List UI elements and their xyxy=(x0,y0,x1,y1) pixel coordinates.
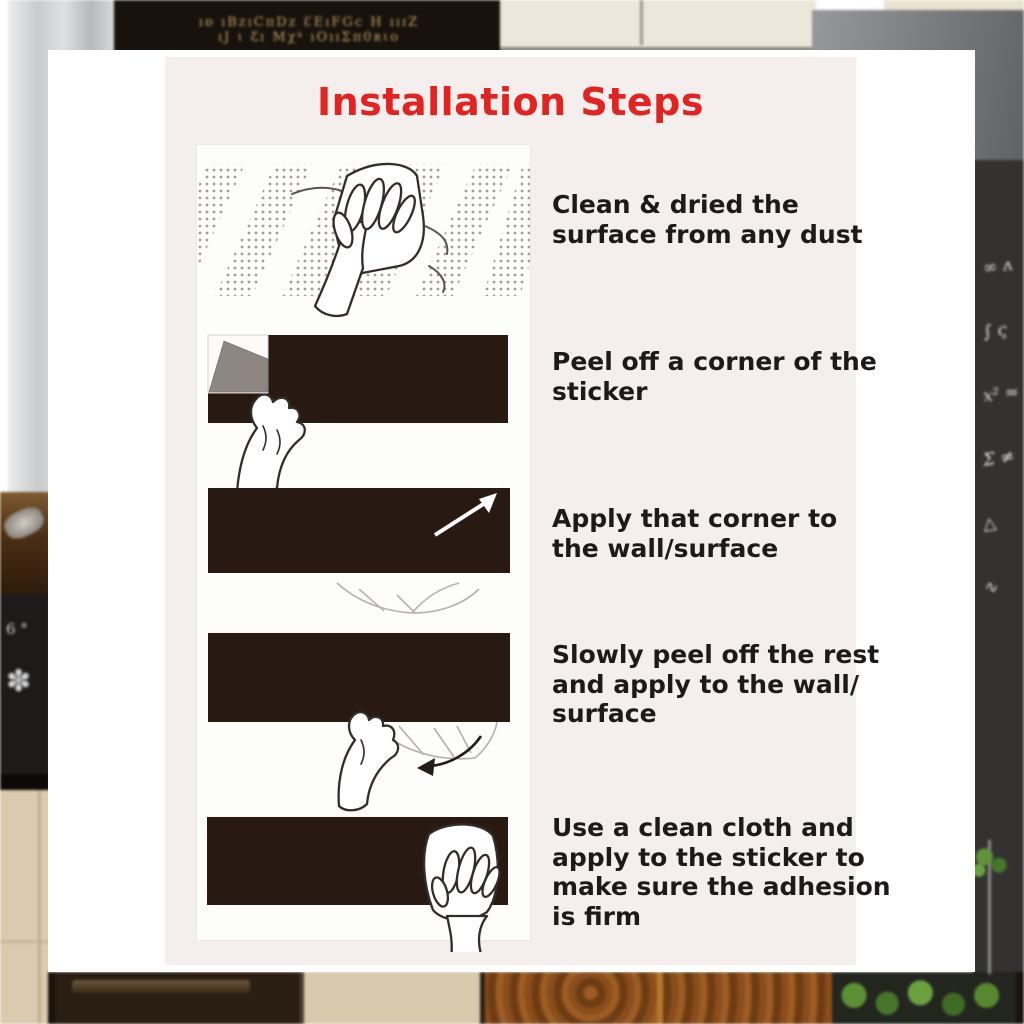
sticker-bar xyxy=(208,633,510,722)
carved-wood-doors xyxy=(480,972,837,1024)
chalkboard-right xyxy=(973,160,1024,1024)
step-4-text: Slowly peel off the rest and apply to the wall/ surface xyxy=(552,640,880,728)
counter-edge xyxy=(0,774,50,790)
illustration-peel-rest xyxy=(197,628,530,813)
cabinet-handle xyxy=(72,980,250,993)
hand-pressing-cloth xyxy=(424,824,503,952)
cabinet-seam xyxy=(640,0,643,45)
step-2-text: Peel off a corner of the sticker xyxy=(552,347,877,406)
chalkboard-top xyxy=(114,0,504,54)
plants xyxy=(832,972,1016,1024)
chalk-math: ∞ ʌ xyxy=(981,254,1014,279)
tile-wall xyxy=(0,790,50,1024)
illustration-apply-corner xyxy=(197,483,530,648)
chalk-math: x² ≈ xyxy=(981,381,1021,407)
illustration-peel-corner xyxy=(197,330,530,495)
chalk-doodle: 6 ° xyxy=(6,620,28,638)
chalk-math: ∿ xyxy=(981,576,999,599)
step-5-text: Use a clean cloth and apply to the sticker to make sure the adhesion is firm xyxy=(552,813,891,931)
chalk-scribble: ıʚ ıBzıCπDz ƐEıFGc H ııɪZ xyxy=(198,15,420,30)
peeling-hand xyxy=(339,712,398,810)
chalk-scribble: ıJ ɩ Ƹı Mχᵏ ıOııƩπ0ʀɩo xyxy=(217,29,401,45)
chalk-math: △ xyxy=(981,513,998,535)
tile-bottom xyxy=(300,972,484,1024)
curved-arrow-icon xyxy=(417,736,481,776)
step-3-text: Apply that corner to the wall/surface xyxy=(552,504,838,563)
chalk-math: ∫ ς xyxy=(981,319,1009,343)
chalk-doodle: ✽ xyxy=(6,664,32,699)
illustration-clean-surface xyxy=(197,146,530,321)
step-1-text: Clean & dried the surface from any dust xyxy=(552,190,863,249)
cabinet-top xyxy=(500,0,816,52)
illustration-press-cloth xyxy=(197,812,530,952)
page-title: Installation Steps xyxy=(316,80,704,124)
sticker-bar xyxy=(208,488,510,573)
chalk-math: Σ ≠ xyxy=(981,446,1016,471)
chalkboard-left xyxy=(0,594,50,774)
fold-sketch xyxy=(337,583,479,613)
